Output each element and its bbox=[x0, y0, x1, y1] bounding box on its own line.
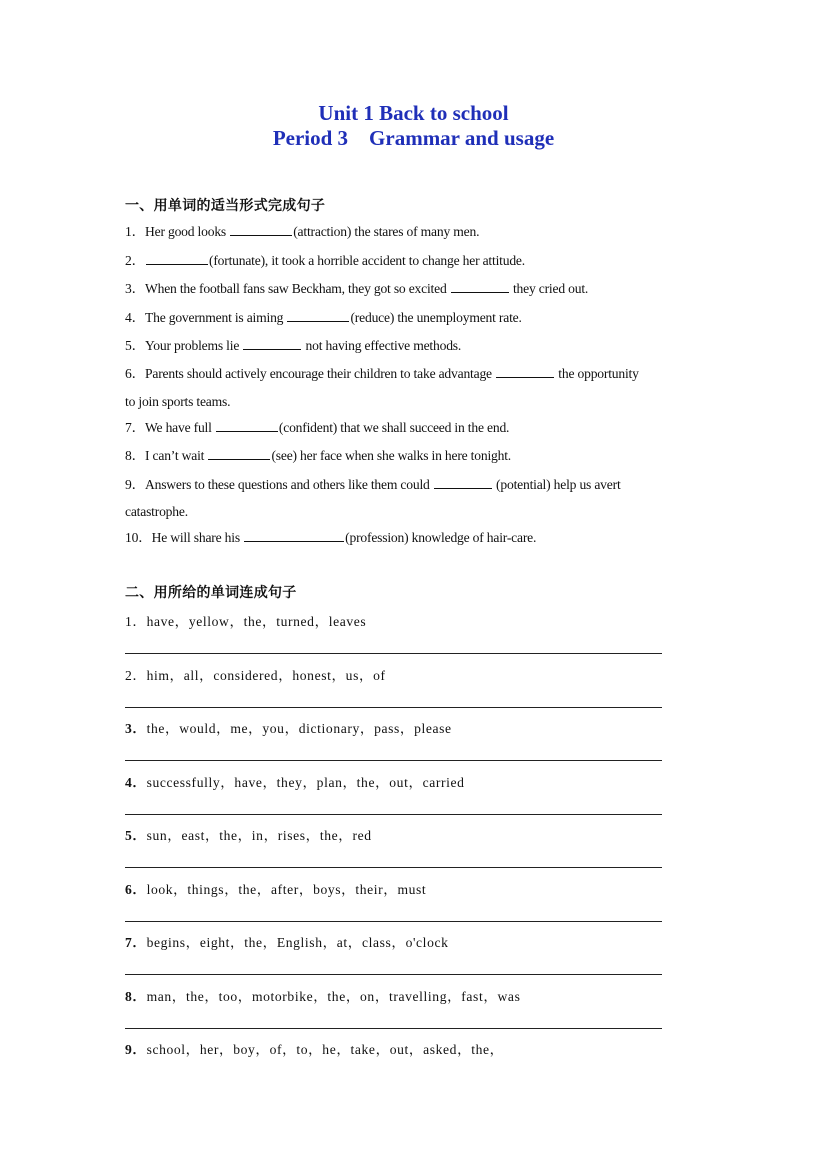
word-list: man，the，too，motorbike，the，on，travelling，fast，was bbox=[146, 989, 521, 1004]
question-number: 9． bbox=[125, 477, 145, 492]
question-number: 2． bbox=[125, 253, 145, 268]
question-number: 6． bbox=[125, 366, 145, 381]
section1-heading: 一、用单词的适当形式完成句子 bbox=[125, 198, 326, 214]
question-number: 3． bbox=[125, 721, 147, 736]
question-text-post: (reduce) the unemployment rate. bbox=[350, 310, 522, 325]
question-text-post: (profession) knowledge of hair-care. bbox=[345, 530, 537, 545]
question-text-post: (attraction) the stares of many men. bbox=[293, 224, 480, 239]
question-text-post: not having effective methods. bbox=[302, 338, 462, 353]
word-list: school，her，boy，of，to，he，take，out，asked，the， bbox=[146, 1042, 504, 1057]
question-number: 7． bbox=[125, 420, 145, 435]
question-number: 5． bbox=[125, 338, 145, 353]
question-number: 6． bbox=[125, 882, 147, 897]
question-number: 3． bbox=[125, 281, 145, 296]
question-text-post: (see) her face when she walks in here tonight. bbox=[271, 448, 511, 463]
question-number: 10． bbox=[125, 530, 152, 545]
answer-line[interactable] bbox=[125, 760, 662, 761]
answer-line[interactable] bbox=[125, 814, 662, 815]
s2-question-9 bbox=[125, 1038, 504, 1058]
question-text-pre: Your problems lie bbox=[145, 338, 243, 353]
answer-blank[interactable] bbox=[434, 475, 492, 489]
period-title: Period 3 Grammar and usage bbox=[272, 126, 555, 150]
question-number: 9． bbox=[125, 1042, 147, 1057]
answer-line[interactable] bbox=[125, 867, 662, 868]
s1-question-4 bbox=[125, 308, 522, 327]
question-text-post: (fortunate), it took a horrible accident to change her attitude. bbox=[209, 253, 525, 268]
s1-question-1 bbox=[125, 222, 479, 241]
s2-question-3 bbox=[125, 717, 452, 737]
question-text-pre: Parents should actively encourage their children to take advantage bbox=[145, 366, 496, 381]
answer-blank[interactable] bbox=[216, 418, 278, 432]
s1-question-5 bbox=[125, 336, 461, 355]
s2-question-6 bbox=[125, 878, 426, 898]
word-list: begins，eight，the，English，at，class，o'clock bbox=[146, 935, 449, 950]
question-text-pre: Answers to these questions and others like them could bbox=[145, 477, 433, 492]
answer-blank[interactable] bbox=[146, 251, 208, 265]
answer-blank[interactable] bbox=[244, 528, 344, 542]
question-text-continued: catastrophe. bbox=[125, 504, 188, 519]
question-text-pre: I can’t wait bbox=[145, 448, 208, 463]
question-text-post: the opportunity bbox=[555, 366, 639, 381]
s1-question-2 bbox=[125, 251, 525, 270]
word-list: have，yellow，the，turned，leaves bbox=[146, 614, 367, 629]
s2-question-8 bbox=[125, 985, 520, 1005]
s2-question-1 bbox=[125, 610, 366, 630]
s1-question-7 bbox=[125, 418, 509, 437]
question-number: 1． bbox=[125, 614, 147, 629]
answer-line[interactable] bbox=[125, 1028, 662, 1029]
question-number: 4． bbox=[125, 775, 147, 790]
unit-title: Unit 1 Back to school bbox=[318, 101, 509, 125]
s1-question-3 bbox=[125, 279, 588, 298]
s1-question-6 bbox=[125, 364, 639, 383]
word-list: the，would，me，you，dictionary，pass，please bbox=[146, 721, 452, 736]
word-list: him，all，considered，honest，us，of bbox=[146, 668, 386, 683]
s1-question-10 bbox=[125, 528, 536, 547]
question-number: 8． bbox=[125, 989, 147, 1004]
s1-question-8 bbox=[125, 446, 511, 465]
section2-heading: 二、用所给的单词连成句子 bbox=[125, 585, 297, 601]
question-number: 8． bbox=[125, 448, 145, 463]
answer-blank[interactable] bbox=[496, 364, 554, 378]
question-text-continued: to join sports teams. bbox=[125, 394, 231, 409]
answer-blank[interactable] bbox=[287, 308, 349, 322]
question-text-pre: The government is aiming bbox=[145, 310, 287, 325]
answer-line[interactable] bbox=[125, 974, 662, 975]
question-number: 5． bbox=[125, 828, 147, 843]
s2-question-7 bbox=[125, 931, 449, 951]
answer-blank[interactable] bbox=[243, 336, 301, 350]
question-text-post: (confident) that we shall succeed in the end. bbox=[278, 420, 510, 435]
answer-blank[interactable] bbox=[208, 446, 270, 460]
answer-line[interactable] bbox=[125, 921, 662, 922]
question-text-pre: He will share his bbox=[151, 530, 244, 545]
s1-question-9 bbox=[125, 475, 621, 494]
question-text-post: (potential) help us avert bbox=[492, 477, 621, 492]
s2-question-4 bbox=[125, 771, 465, 791]
question-number: 4． bbox=[125, 310, 145, 325]
question-text-pre: When the football fans saw Beckham, they got so excited bbox=[145, 281, 450, 296]
word-list: look，things，the，after，boys，their，must bbox=[146, 882, 427, 897]
s1-question-6-continued bbox=[125, 392, 230, 411]
s1-question-9-continued bbox=[125, 502, 188, 521]
s2-question-5 bbox=[125, 824, 372, 844]
answer-blank[interactable] bbox=[230, 222, 292, 236]
answer-line[interactable] bbox=[125, 707, 662, 708]
question-number: 7． bbox=[125, 935, 147, 950]
question-text-post: they cried out. bbox=[509, 281, 589, 296]
word-list: successfully，have，they，plan，the，out，carried bbox=[146, 775, 465, 790]
answer-line[interactable] bbox=[125, 653, 662, 654]
question-text-pre: Her good looks bbox=[145, 224, 230, 239]
word-list: sun，east，the，in，rises，the，red bbox=[146, 828, 372, 843]
question-text-pre: We have full bbox=[145, 420, 215, 435]
question-number: 2． bbox=[125, 668, 147, 683]
question-number: 1． bbox=[125, 224, 145, 239]
answer-blank[interactable] bbox=[451, 279, 509, 293]
s2-question-2 bbox=[125, 664, 386, 684]
